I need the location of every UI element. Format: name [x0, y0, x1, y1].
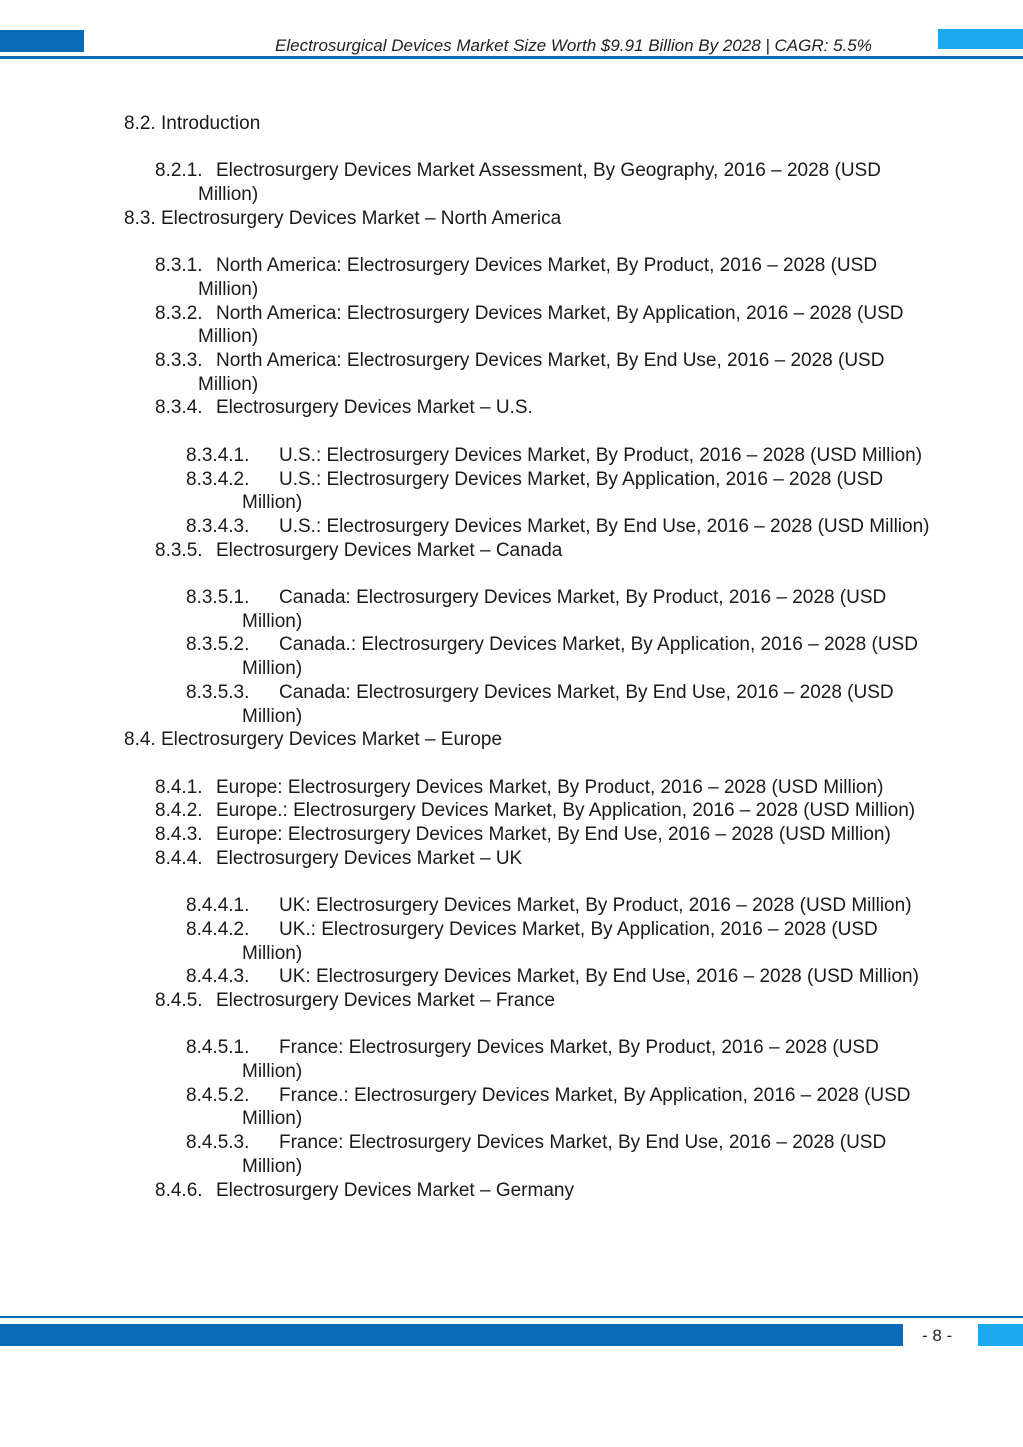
table-of-contents — [0, 112, 1023, 1202]
toc-entry-title: Canada.: Electrosurgery Devices Market, By Application, 2016 – 2028 (USD Million) — [242, 634, 918, 680]
toc-entry-number: 8.4.5.2. — [186, 1084, 250, 1106]
toc-entry — [0, 918, 1023, 965]
toc-entry-number: 8.3.4.2. — [186, 468, 250, 490]
header-title: Electrosurgical Devices Market Size Worth $9.91 Billion By 2028 | CAGR: 5.5% — [275, 36, 872, 55]
toc-entry — [0, 539, 1023, 563]
toc-entry-title: 8.3. Electrosurgery Devices Market – North America — [124, 207, 562, 229]
toc-entry — [0, 112, 1023, 136]
toc-entry-title: North America: Electrosurgery Devices Market, By End Use, 2016 – 2028 (USD Million) — [198, 350, 885, 395]
toc-entry — [0, 799, 1023, 823]
toc-entry-number: 8.3.3. — [155, 350, 203, 371]
toc-entry — [0, 302, 1023, 349]
footer-right-accent-bar — [978, 1324, 1023, 1346]
toc-entry — [0, 349, 1023, 396]
header-right-accent-bar — [938, 29, 1023, 49]
toc-entry — [0, 681, 1023, 728]
toc-entry-number: 8.3.4.3. — [186, 515, 250, 537]
toc-entry-number: 8.4.5. — [155, 989, 203, 1011]
toc-entry — [0, 965, 1023, 989]
toc-entry-number: 8.2.1. — [155, 160, 203, 182]
toc-entry-title: Europe: Electrosurgery Devices Market, By Product, 2016 – 2028 (USD Million) — [216, 776, 884, 798]
toc-entry — [0, 586, 1023, 633]
toc-entry-title: France.: Electrosurgery Devices Market, By Application, 2016 – 2028 (USD Million) — [242, 1084, 911, 1130]
toc-entry-title: UK: Electrosurgery Devices Market, By End Use, 2016 – 2028 (USD Million) — [279, 966, 919, 988]
footer-bar — [0, 1324, 903, 1346]
toc-entry-title: 8.2. Introduction — [124, 113, 261, 134]
toc-entry-number: 8.4.4.3. — [186, 966, 250, 988]
toc-entry — [0, 633, 1023, 680]
toc-entry-title: Electrosurgery Devices Market – Canada — [216, 539, 563, 561]
toc-entry — [0, 1036, 1023, 1083]
toc-entry-title: Electrosurgery Devices Market – U.S. — [216, 397, 533, 419]
toc-entry-title: Canada: Electrosurgery Devices Market, By End Use, 2016 – 2028 (USD Million) — [242, 681, 894, 727]
toc-entry-title: Europe: Electrosurgery Devices Market, By End Use, 2016 – 2028 (USD Million) — [216, 824, 891, 846]
toc-entry-number: 8.3.5.2. — [186, 634, 250, 656]
toc-entry-title: Electrosurgery Devices Market – France — [216, 989, 555, 1011]
toc-entry-number: 8.3.1. — [155, 255, 203, 277]
toc-entry-number: 8.4.4.2. — [186, 918, 250, 940]
page-number: - 8 - — [922, 1326, 953, 1345]
toc-entry-title: Electrosurgery Devices Market Assessment, By Geography, 2016 – 2028 (USD Million) — [198, 160, 881, 206]
toc-entry-title: Europe.: Electrosurgery Devices Market, By Application, 2016 – 2028 (USD Million) — [216, 800, 916, 822]
header-rule — [0, 56, 1023, 59]
toc-entry-title: U.S.: Electrosurgery Devices Market, By Product, 2016 – 2028 (USD Million) — [279, 444, 923, 466]
toc-entry — [0, 776, 1023, 800]
toc-entry — [0, 515, 1023, 539]
toc-entry-title: Electrosurgery Devices Market – Germany — [216, 1179, 574, 1201]
toc-entry-number: 8.3.4. — [155, 397, 203, 419]
toc-entry-title: U.S.: Electrosurgery Devices Market, By End Use, 2016 – 2028 (USD Million) — [279, 515, 930, 537]
toc-entry-title: 8.4. Electrosurgery Devices Market – Europe — [124, 729, 503, 751]
toc-entry — [0, 396, 1023, 420]
toc-entry-title: North America: Electrosurgery Devices Market, By Product, 2016 – 2028 (USD Million) — [198, 255, 878, 300]
toc-entry-number: 8.4.5.1. — [186, 1037, 250, 1059]
toc-entry-title: France: Electrosurgery Devices Market, By Product, 2016 – 2028 (USD Million) — [242, 1037, 879, 1083]
toc-entry-number: 8.3.5.3. — [186, 681, 250, 703]
toc-entry-title: Canada: Electrosurgery Devices Market, By Product, 2016 – 2028 (USD Million) — [242, 587, 887, 632]
toc-entry — [0, 254, 1023, 301]
toc-entry-number: 8.4.4. — [155, 847, 203, 869]
toc-entry — [0, 894, 1023, 918]
footer-rule — [0, 1316, 1023, 1318]
toc-entry-number: 8.4.2. — [155, 800, 203, 822]
toc-entry-title: France: Electrosurgery Devices Market, By End Use, 2016 – 2028 (USD Million) — [242, 1132, 887, 1177]
toc-entry-number: 8.3.5.1. — [186, 587, 250, 608]
toc-entry-number: 8.3.5. — [155, 539, 203, 561]
toc-entry-number: 8.4.6. — [155, 1179, 203, 1201]
toc-entry-number: 8.4.4.1. — [186, 895, 250, 917]
toc-entry — [0, 989, 1023, 1013]
toc-entry — [0, 159, 1023, 206]
toc-entry-number: 8.4.1. — [155, 776, 203, 798]
toc-entry — [0, 1084, 1023, 1131]
toc-entry-title: UK: Electrosurgery Devices Market, By Product, 2016 – 2028 (USD Million) — [279, 895, 912, 917]
toc-entry — [0, 444, 1023, 468]
toc-entry — [0, 207, 1023, 231]
toc-entry — [0, 823, 1023, 847]
toc-entry-title: North America: Electrosurgery Devices Market, By Application, 2016 – 2028 (USD Million) — [198, 302, 904, 348]
toc-entry — [0, 728, 1023, 752]
toc-entry — [0, 468, 1023, 515]
toc-entry-number: 8.3.4.1. — [186, 444, 250, 466]
toc-entry-title: UK.: Electrosurgery Devices Market, By Application, 2016 – 2028 (USD Million) — [242, 918, 878, 964]
toc-entry — [0, 847, 1023, 871]
toc-entry — [0, 1179, 1023, 1203]
toc-entry — [0, 1131, 1023, 1178]
toc-entry-number: 8.4.5.3. — [186, 1132, 250, 1154]
toc-entry-number: 8.4.3. — [155, 824, 203, 846]
toc-entry-title: Electrosurgery Devices Market – UK — [216, 847, 523, 869]
toc-entry-title: U.S.: Electrosurgery Devices Market, By Application, 2016 – 2028 (USD Million) — [242, 468, 884, 514]
header-left-accent-bar — [0, 30, 84, 52]
toc-entry-number: 8.3.2. — [155, 302, 203, 324]
